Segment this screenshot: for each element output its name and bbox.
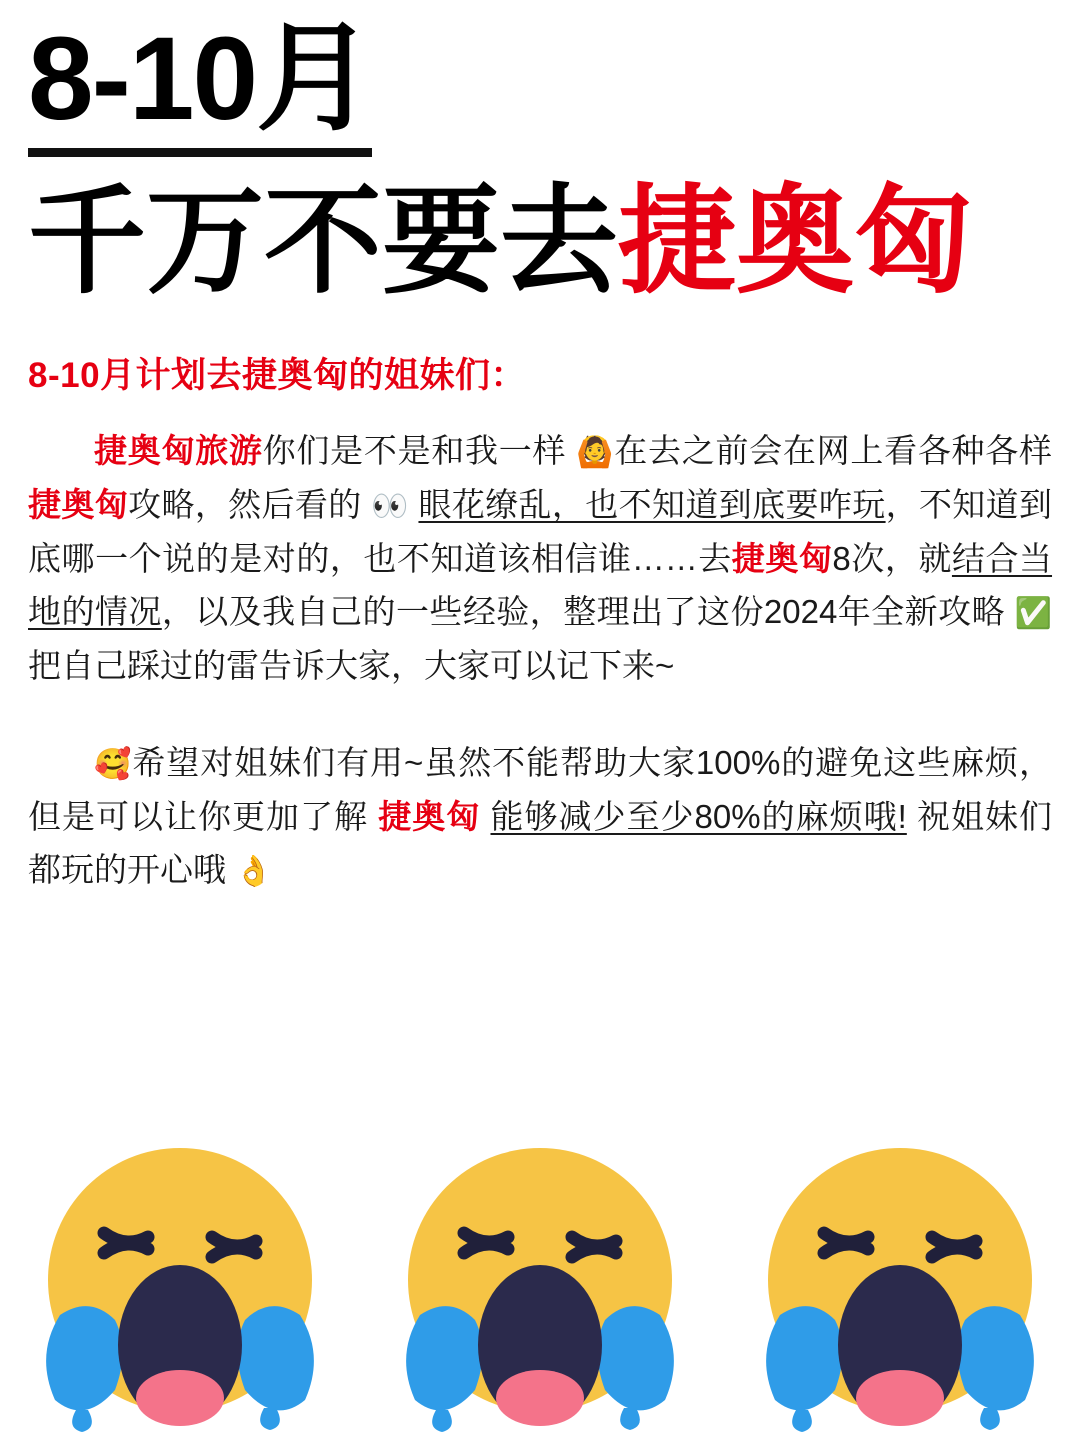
keyword-destination-3: 捷奥匈 [378, 797, 481, 835]
subheading: 8-10月计划去捷奥匈的姐妹们： [28, 356, 527, 396]
p1-underlined-2: 结合当地的情况 [28, 539, 1053, 630]
loudly-crying-face-icon [750, 1140, 1050, 1440]
p2-underlined-1: 能够减少至少80%的麻烦哦! [490, 797, 907, 835]
p1-text-5: ，不知道到底哪一个说的是对的，也不知道该相信谁……去 [28, 485, 1053, 577]
p2-text-3: 祝姐妹们都玩的开心哦 [28, 797, 1053, 889]
p1-underlined-1: 眼花缭乱，也不知道到底要咋玩 [418, 485, 886, 523]
eyes-icon: 👀 [371, 488, 409, 524]
person-gesturing-icon: 🙆 [576, 435, 615, 471]
ok-hand-icon: 👌 [235, 854, 273, 890]
loudly-crying-face-icon [390, 1140, 690, 1440]
p1-text-8: ，以及我自己的一些经验，整理出了这份2024年全新攻略 [161, 592, 1006, 630]
crying-emoji-row [0, 1120, 1080, 1440]
p1-text-1: 你们是不是和我一样 [262, 432, 567, 470]
p1-text-6: 8次，就 [832, 539, 952, 577]
title-black-part: 千万不要去 [28, 175, 619, 308]
body-paragraph-2 [28, 736, 1052, 897]
check-mark-button-icon: ✅ [1014, 595, 1053, 631]
p1-text-3: 攻略，然后看的 [128, 485, 362, 523]
p2-text-1: 希望对姐妹们有用~虽然不能帮助大家100%的避免这些麻烦，但是可以让你更加了解 [28, 744, 1052, 835]
keyword-travel: 捷奥匈旅游 [94, 432, 263, 470]
body-paragraph-1 [28, 424, 1052, 692]
keyword-destination-2: 捷奥匈 [731, 539, 833, 577]
page-title-line-1: 8-10月 [28, 18, 372, 157]
smiling-face-with-hearts-icon: 🥰 [94, 747, 133, 783]
p1-text-2: 在去之前会在网上看各种各样 [614, 432, 1053, 470]
page-title-line-2 [28, 175, 1052, 308]
keyword-destination-1: 捷奥匈 [28, 485, 129, 523]
title-red-part: 捷奥匈 [618, 175, 973, 308]
p1-text-9: 把自己踩过的雷告诉大家，大家可以记下来~ [28, 646, 675, 684]
loudly-crying-face-icon [30, 1140, 330, 1440]
